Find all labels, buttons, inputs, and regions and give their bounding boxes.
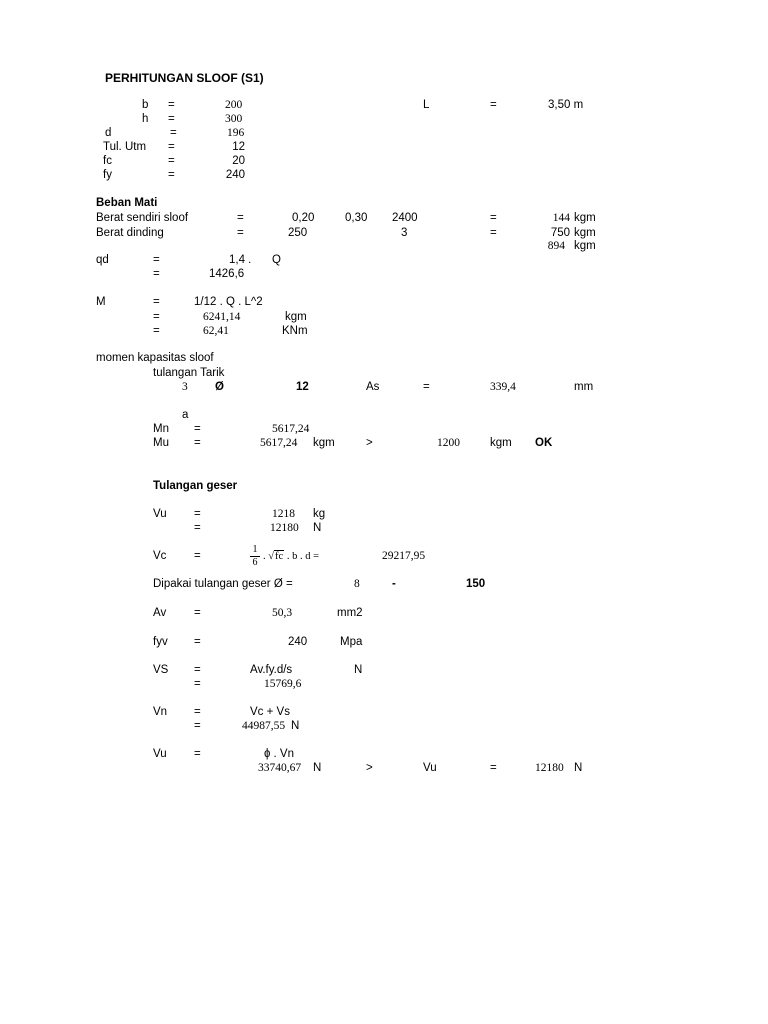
moment-unit-kgm: kgm bbox=[285, 311, 307, 323]
fyv-unit: Mpa bbox=[340, 636, 363, 648]
vs-label: VS bbox=[153, 664, 169, 676]
mn-eq: = bbox=[194, 423, 201, 435]
vu2-unit: N bbox=[313, 762, 322, 774]
kapasitas-heading: momen kapasitas sloof bbox=[96, 352, 214, 364]
qd-eq1: = bbox=[153, 254, 160, 266]
qd-label: qd bbox=[96, 254, 109, 266]
mu-compare-value: 1200 bbox=[437, 437, 460, 449]
qd-value: 1426,6 bbox=[209, 268, 245, 280]
moment-label: M bbox=[96, 296, 106, 308]
vu-unit-n: N bbox=[313, 522, 322, 534]
berat-dinding-unit: kgm bbox=[574, 227, 596, 239]
sqrt-icon: √ bbox=[268, 551, 275, 562]
vn-eq2: = bbox=[194, 720, 201, 732]
param-L-eq: = bbox=[490, 99, 497, 111]
as-unit: mm bbox=[574, 381, 594, 393]
berat-sendiri-height: 0,30 bbox=[345, 212, 368, 224]
vu-label: Vu bbox=[153, 508, 167, 520]
mu-compare-unit: kgm bbox=[490, 437, 512, 449]
av-unit: mm2 bbox=[337, 607, 363, 619]
vc-label: Vc bbox=[153, 550, 167, 562]
vu-eq2: = bbox=[194, 522, 201, 534]
vc-sqrt-fc: fc bbox=[275, 551, 284, 562]
vu2-compare-value: 12180 bbox=[535, 762, 564, 774]
mu-value: 5617,24 bbox=[260, 437, 298, 449]
vu2-eq: = bbox=[194, 748, 201, 760]
param-h-value: 300 bbox=[225, 113, 243, 125]
vc-rest: . b . d bbox=[286, 551, 311, 562]
geser-heading: Tulangan geser bbox=[153, 480, 238, 492]
beban-mati-heading: Beban Mati bbox=[96, 197, 158, 209]
vc-fraction bbox=[250, 545, 260, 568]
mu-eq: = bbox=[194, 437, 201, 449]
param-tul-eq: = bbox=[168, 141, 175, 153]
vn-unit: N bbox=[291, 720, 300, 732]
qd-expression: 1,4 . bbox=[229, 254, 252, 266]
tarik-phi: Ø bbox=[215, 381, 224, 393]
param-fc-eq: = bbox=[168, 155, 175, 167]
tarik-diameter: 12 bbox=[296, 381, 309, 393]
param-d-label: d bbox=[105, 127, 112, 139]
mn-label: Mn bbox=[153, 423, 169, 435]
vu2-compare-unit: N bbox=[574, 762, 583, 774]
vs-eq2: = bbox=[194, 678, 201, 690]
beban-total-unit: kgm bbox=[574, 240, 596, 252]
ok-label: OK bbox=[535, 437, 553, 449]
param-b-eq: = bbox=[168, 99, 175, 111]
param-h-label: h bbox=[142, 113, 149, 125]
vu2-formula: ɸ . Vn bbox=[264, 748, 294, 760]
param-L-label: L bbox=[423, 99, 430, 111]
berat-sendiri-width: 0,20 bbox=[292, 212, 315, 224]
param-b-label: b bbox=[142, 99, 149, 111]
vn-label: Vn bbox=[153, 706, 168, 718]
vs-value: 15769,6 bbox=[264, 678, 302, 690]
vc-fraction-numerator: 1 bbox=[252, 544, 258, 555]
moment-eq2: = bbox=[153, 311, 160, 323]
berat-dinding-label: Berat dinding bbox=[96, 227, 164, 239]
fyv-value: 240 bbox=[288, 636, 308, 648]
vc-value: 29217,95 bbox=[382, 550, 426, 562]
berat-dinding-height: 3 bbox=[401, 227, 408, 239]
av-value: 50,3 bbox=[272, 607, 293, 619]
param-tul-label: Tul. Utm bbox=[103, 141, 147, 153]
vc-fraction-denominator: 6 bbox=[252, 557, 258, 568]
vc-dot: . bbox=[263, 551, 266, 562]
berat-sendiri-eq: = bbox=[237, 212, 244, 224]
vu-unit-kg: kg bbox=[313, 508, 326, 520]
vu2-compare-eq: = bbox=[490, 762, 497, 774]
vn-formula: Vc + Vs bbox=[250, 706, 290, 718]
qd-expression-q: Q bbox=[272, 254, 281, 266]
param-h-eq: = bbox=[168, 113, 175, 125]
param-fy-label: fy bbox=[103, 169, 112, 181]
vu2-label: Vu bbox=[153, 748, 167, 760]
fyv-label: fyv bbox=[153, 636, 168, 648]
param-fy-eq: = bbox=[168, 169, 175, 181]
av-eq: = bbox=[194, 607, 201, 619]
as-label: As bbox=[366, 381, 380, 393]
vc-eq2: = bbox=[313, 551, 319, 562]
dipakai-label: Dipakai tulangan geser Ø = bbox=[153, 578, 293, 590]
mu-gt: > bbox=[366, 437, 373, 449]
vn-value: 44987,55 bbox=[242, 720, 286, 732]
param-d-value: 196 bbox=[227, 127, 245, 139]
tarik-count: 3 bbox=[182, 381, 188, 393]
berat-dinding-load: 250 bbox=[288, 227, 308, 239]
param-L-value: 3,50 m bbox=[548, 99, 584, 111]
mu-unit: kgm bbox=[313, 437, 335, 449]
berat-sendiri-result: 144 bbox=[552, 212, 570, 224]
as-value: 339,4 bbox=[490, 381, 516, 393]
dipakai-diameter: 8 bbox=[354, 578, 360, 590]
vu-value-n: 12180 bbox=[270, 522, 299, 534]
a-label: a bbox=[182, 409, 189, 421]
beban-total-result: 894 bbox=[547, 240, 565, 252]
param-tul-value: 12 bbox=[232, 141, 245, 153]
vs-eq1: = bbox=[194, 664, 201, 676]
berat-sendiri-unit: kgm bbox=[574, 212, 596, 224]
vu2-value: 33740,67 bbox=[258, 762, 302, 774]
vu2-compare-label: Vu bbox=[423, 762, 437, 774]
param-b-value: 200 bbox=[225, 99, 243, 111]
mn-value: 5617,24 bbox=[272, 423, 310, 435]
berat-dinding-eq: = bbox=[237, 227, 244, 239]
vn-eq1: = bbox=[194, 706, 201, 718]
mu-label: Mu bbox=[153, 437, 169, 449]
vs-formula: Av.fy.d/s bbox=[250, 664, 293, 676]
moment-unit-knm: KNm bbox=[282, 325, 308, 337]
moment-value-knm: 62,41 bbox=[203, 325, 229, 337]
param-fc-label: fc bbox=[103, 155, 112, 167]
berat-dinding-eq2: = bbox=[490, 227, 497, 239]
fyv-eq: = bbox=[194, 636, 201, 648]
dipakai-dash: - bbox=[392, 578, 396, 590]
moment-formula: 1/12 . Q . L^2 bbox=[194, 296, 263, 308]
param-d-eq: = bbox=[170, 127, 177, 139]
vc-formula bbox=[263, 550, 319, 563]
moment-value-kgm: 6241,14 bbox=[203, 311, 241, 323]
param-fc-value: 20 bbox=[232, 155, 245, 167]
page-title: PERHITUNGAN SLOOF (S1) bbox=[105, 71, 264, 85]
as-eq: = bbox=[423, 381, 430, 393]
av-label: Av bbox=[153, 607, 167, 619]
moment-eq1: = bbox=[153, 296, 160, 308]
tulangan-tarik-label: tulangan Tarik bbox=[153, 367, 225, 379]
dipakai-spacing: 150 bbox=[466, 578, 486, 590]
berat-sendiri-label: Berat sendiri sloof bbox=[96, 212, 189, 224]
vc-eq: = bbox=[194, 550, 201, 562]
vs-unit: N bbox=[354, 664, 363, 676]
vu2-gt: > bbox=[366, 762, 373, 774]
vu-value-kg: 1218 bbox=[272, 508, 295, 520]
moment-eq3: = bbox=[153, 325, 160, 337]
berat-dinding-result: 750 bbox=[550, 227, 570, 239]
qd-eq2: = bbox=[153, 268, 160, 280]
vu-eq1: = bbox=[194, 508, 201, 520]
berat-sendiri-density: 2400 bbox=[392, 212, 418, 224]
param-fy-value: 240 bbox=[225, 169, 245, 181]
berat-sendiri-eq2: = bbox=[490, 212, 497, 224]
